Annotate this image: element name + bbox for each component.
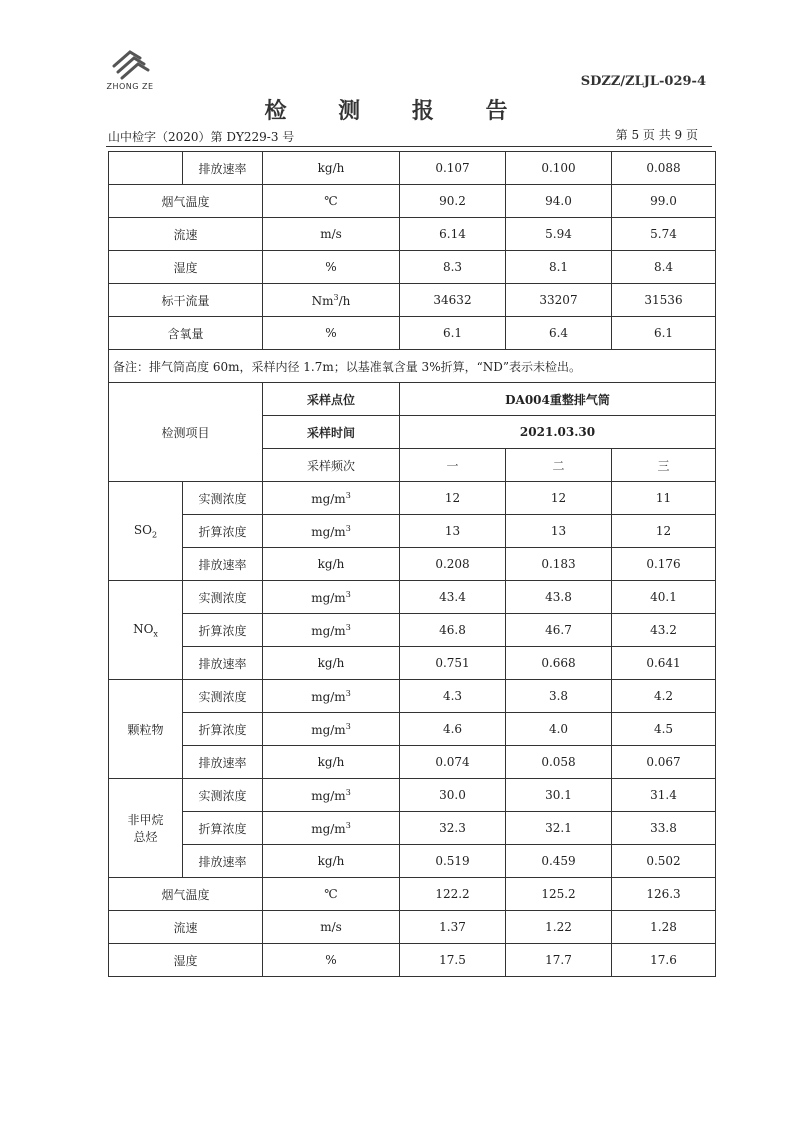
table-cell: 折算浓度 xyxy=(183,713,263,746)
table-row xyxy=(109,251,716,284)
table-cell: 94.0 xyxy=(506,185,612,218)
table-cell: 31.4 xyxy=(612,779,716,812)
table-row xyxy=(109,647,716,680)
table-row xyxy=(109,383,716,416)
table-row xyxy=(109,944,716,977)
page-title: 检 测 报 告 xyxy=(264,98,530,124)
table-cell: 34632 xyxy=(400,284,506,317)
table-cell: 8.4 xyxy=(612,251,716,284)
table-cell: 排放速率 xyxy=(183,746,263,779)
table-cell: 4.6 xyxy=(400,713,506,746)
table-row xyxy=(109,218,716,251)
table-cell: $mg/m^3$ xyxy=(263,779,400,812)
table-cell: $mg/m^3$ xyxy=(263,812,400,845)
table-cell: 折算浓度 xyxy=(183,812,263,845)
table-row xyxy=(109,152,716,185)
group-cell: $SO_2$ xyxy=(109,482,183,581)
table-cell: 4.2 xyxy=(612,680,716,713)
table-row xyxy=(109,284,716,317)
table-cell: Nm$^3$/h xyxy=(263,284,400,317)
header-cell: 检测项目 xyxy=(109,383,263,482)
header-cell: 采样点位 xyxy=(263,383,400,416)
table-cell: 31536 xyxy=(612,284,716,317)
table-row xyxy=(109,614,716,647)
table-cell: 标干流量 xyxy=(109,284,263,317)
table-cell: 0.107 xyxy=(400,152,506,185)
table-row xyxy=(109,548,716,581)
table-cell: 122.2 xyxy=(400,878,506,911)
table-cell: 32.3 xyxy=(400,812,506,845)
header-cell: 2021.03.30 xyxy=(400,416,716,449)
table-cell: % xyxy=(263,251,400,284)
table-cell: 0.183 xyxy=(506,548,612,581)
table-cell: 33207 xyxy=(506,284,612,317)
table-cell: 0.176 xyxy=(612,548,716,581)
table-cell: $mg/m^3$ xyxy=(263,482,400,515)
group-cell: $NO_x$ xyxy=(109,581,183,680)
table-cell: kg/h xyxy=(263,152,400,185)
table-cell: 1.22 xyxy=(506,911,612,944)
table-cell: 实测浓度 xyxy=(183,482,263,515)
table-cell: 6.1 xyxy=(400,317,506,350)
header-cell: 采样时间 xyxy=(263,416,400,449)
table-cell: 4.0 xyxy=(506,713,612,746)
table-cell: 40.1 xyxy=(612,581,716,614)
header-cell: 一 xyxy=(400,449,506,482)
table-row xyxy=(109,680,716,713)
table-cell: $mg/m^3$ xyxy=(263,581,400,614)
header-cell: 三 xyxy=(612,449,716,482)
group-cell: 颗粒物 xyxy=(109,680,183,779)
table-cell: 6.14 xyxy=(400,218,506,251)
table-cell: 4.3 xyxy=(400,680,506,713)
table-cell: 13 xyxy=(506,515,612,548)
table-cell: m/s xyxy=(263,911,400,944)
table-cell: 8.1 xyxy=(506,251,612,284)
table-note: 备注：排气筒高度 60m，采样内径 1.7m；以基准氧含量 3%折算，“ND”表示未检出。 xyxy=(109,350,716,383)
table-cell: 湿度 xyxy=(109,944,263,977)
table-cell: 湿度 xyxy=(109,251,263,284)
table-cell: 实测浓度 xyxy=(183,581,263,614)
table-cell: m/s xyxy=(263,218,400,251)
table-row xyxy=(109,350,716,383)
table-cell: 33.8 xyxy=(612,812,716,845)
table-cell: 8.3 xyxy=(400,251,506,284)
table-cell: 126.3 xyxy=(612,878,716,911)
table-row xyxy=(109,515,716,548)
table-cell: 43.2 xyxy=(612,614,716,647)
table-cell: 30.0 xyxy=(400,779,506,812)
table-cell: 流速 xyxy=(109,911,263,944)
table-cell: 流速 xyxy=(109,218,263,251)
table-cell: % xyxy=(263,944,400,977)
table-row xyxy=(109,185,716,218)
table-cell: 17.5 xyxy=(400,944,506,977)
logo-text: ZHONG ZE xyxy=(106,82,154,91)
table-cell: 5.74 xyxy=(612,218,716,251)
table-cell: $mg/m^3$ xyxy=(263,713,400,746)
table-cell: 0.668 xyxy=(506,647,612,680)
table-row xyxy=(109,878,716,911)
table-cell: 折算浓度 xyxy=(183,515,263,548)
company-logo xyxy=(100,46,160,98)
header-divider xyxy=(106,146,712,147)
report-table xyxy=(108,151,716,977)
group-cell: 非甲烷 总烃 xyxy=(109,779,183,878)
table-cell: 0.088 xyxy=(612,152,716,185)
table-cell: kg/h xyxy=(263,647,400,680)
table-cell: 0.058 xyxy=(506,746,612,779)
report-number: 山中检字（2020）第 DY229-3 号 xyxy=(108,130,295,144)
table-cell: 排放速率 xyxy=(183,152,263,185)
table-cell: 17.7 xyxy=(506,944,612,977)
table-cell: $mg/m^3$ xyxy=(263,515,400,548)
table-cell: 0.502 xyxy=(612,845,716,878)
table-cell: 0.459 xyxy=(506,845,612,878)
table-cell: kg/h xyxy=(263,845,400,878)
table-cell: 12 xyxy=(506,482,612,515)
table-row xyxy=(109,581,716,614)
logo-mark-icon xyxy=(100,46,160,82)
table-cell: 0.751 xyxy=(400,647,506,680)
table-cell: 0.067 xyxy=(612,746,716,779)
table-cell: 99.0 xyxy=(612,185,716,218)
table-cell: 32.1 xyxy=(506,812,612,845)
table-row xyxy=(109,911,716,944)
table-cell: 排放速率 xyxy=(183,647,263,680)
table-cell: 0.208 xyxy=(400,548,506,581)
table-row xyxy=(109,746,716,779)
table-row xyxy=(109,845,716,878)
table-cell: 烟气温度 xyxy=(109,878,263,911)
table-cell: $mg/m^3$ xyxy=(263,680,400,713)
table-row xyxy=(109,713,716,746)
table-cell: 5.94 xyxy=(506,218,612,251)
table-row xyxy=(109,317,716,350)
table-cell: 6.4 xyxy=(506,317,612,350)
header-cell: 采样频次 xyxy=(263,449,400,482)
table-cell: kg/h xyxy=(263,746,400,779)
table-cell: 1.37 xyxy=(400,911,506,944)
table-cell: 实测浓度 xyxy=(183,779,263,812)
table-cell: 排放速率 xyxy=(183,845,263,878)
table-cell: ℃ xyxy=(263,185,400,218)
table-cell: 4.5 xyxy=(612,713,716,746)
table-cell: 折算浓度 xyxy=(183,614,263,647)
table-row xyxy=(109,482,716,515)
table-cell: 30.1 xyxy=(506,779,612,812)
document-number: SDZZ/ZLJL-029-4 xyxy=(580,74,706,89)
table-cell: 46.8 xyxy=(400,614,506,647)
table-cell: ℃ xyxy=(263,878,400,911)
table-row xyxy=(109,779,716,812)
table-cell: 实测浓度 xyxy=(183,680,263,713)
table-cell: 0.641 xyxy=(612,647,716,680)
table-cell: 0.519 xyxy=(400,845,506,878)
table-cell: 46.7 xyxy=(506,614,612,647)
table-cell: 43.4 xyxy=(400,581,506,614)
table-cell: 排放速率 xyxy=(183,548,263,581)
table-cell: 0.100 xyxy=(506,152,612,185)
table-cell: 3.8 xyxy=(506,680,612,713)
table-cell: 12 xyxy=(612,515,716,548)
table-cell: 烟气温度 xyxy=(109,185,263,218)
table-cell: 17.6 xyxy=(612,944,716,977)
table-cell: 43.8 xyxy=(506,581,612,614)
table-cell: 125.2 xyxy=(506,878,612,911)
table-cell: $mg/m^3$ xyxy=(263,614,400,647)
table-cell: 11 xyxy=(612,482,716,515)
header-cell: 二 xyxy=(506,449,612,482)
header-cell: DA004重整排气筒 xyxy=(400,383,716,416)
table-cell: 90.2 xyxy=(400,185,506,218)
table-cell: 含氧量 xyxy=(109,317,263,350)
table-cell xyxy=(109,152,183,185)
page-info: 第 5 页 共 9 页 xyxy=(615,128,698,142)
table-cell: 13 xyxy=(400,515,506,548)
table-cell: 12 xyxy=(400,482,506,515)
table-cell: 1.28 xyxy=(612,911,716,944)
table-row xyxy=(109,812,716,845)
table-cell: 0.074 xyxy=(400,746,506,779)
table-cell: kg/h xyxy=(263,548,400,581)
table-cell: 6.1 xyxy=(612,317,716,350)
table-cell: % xyxy=(263,317,400,350)
